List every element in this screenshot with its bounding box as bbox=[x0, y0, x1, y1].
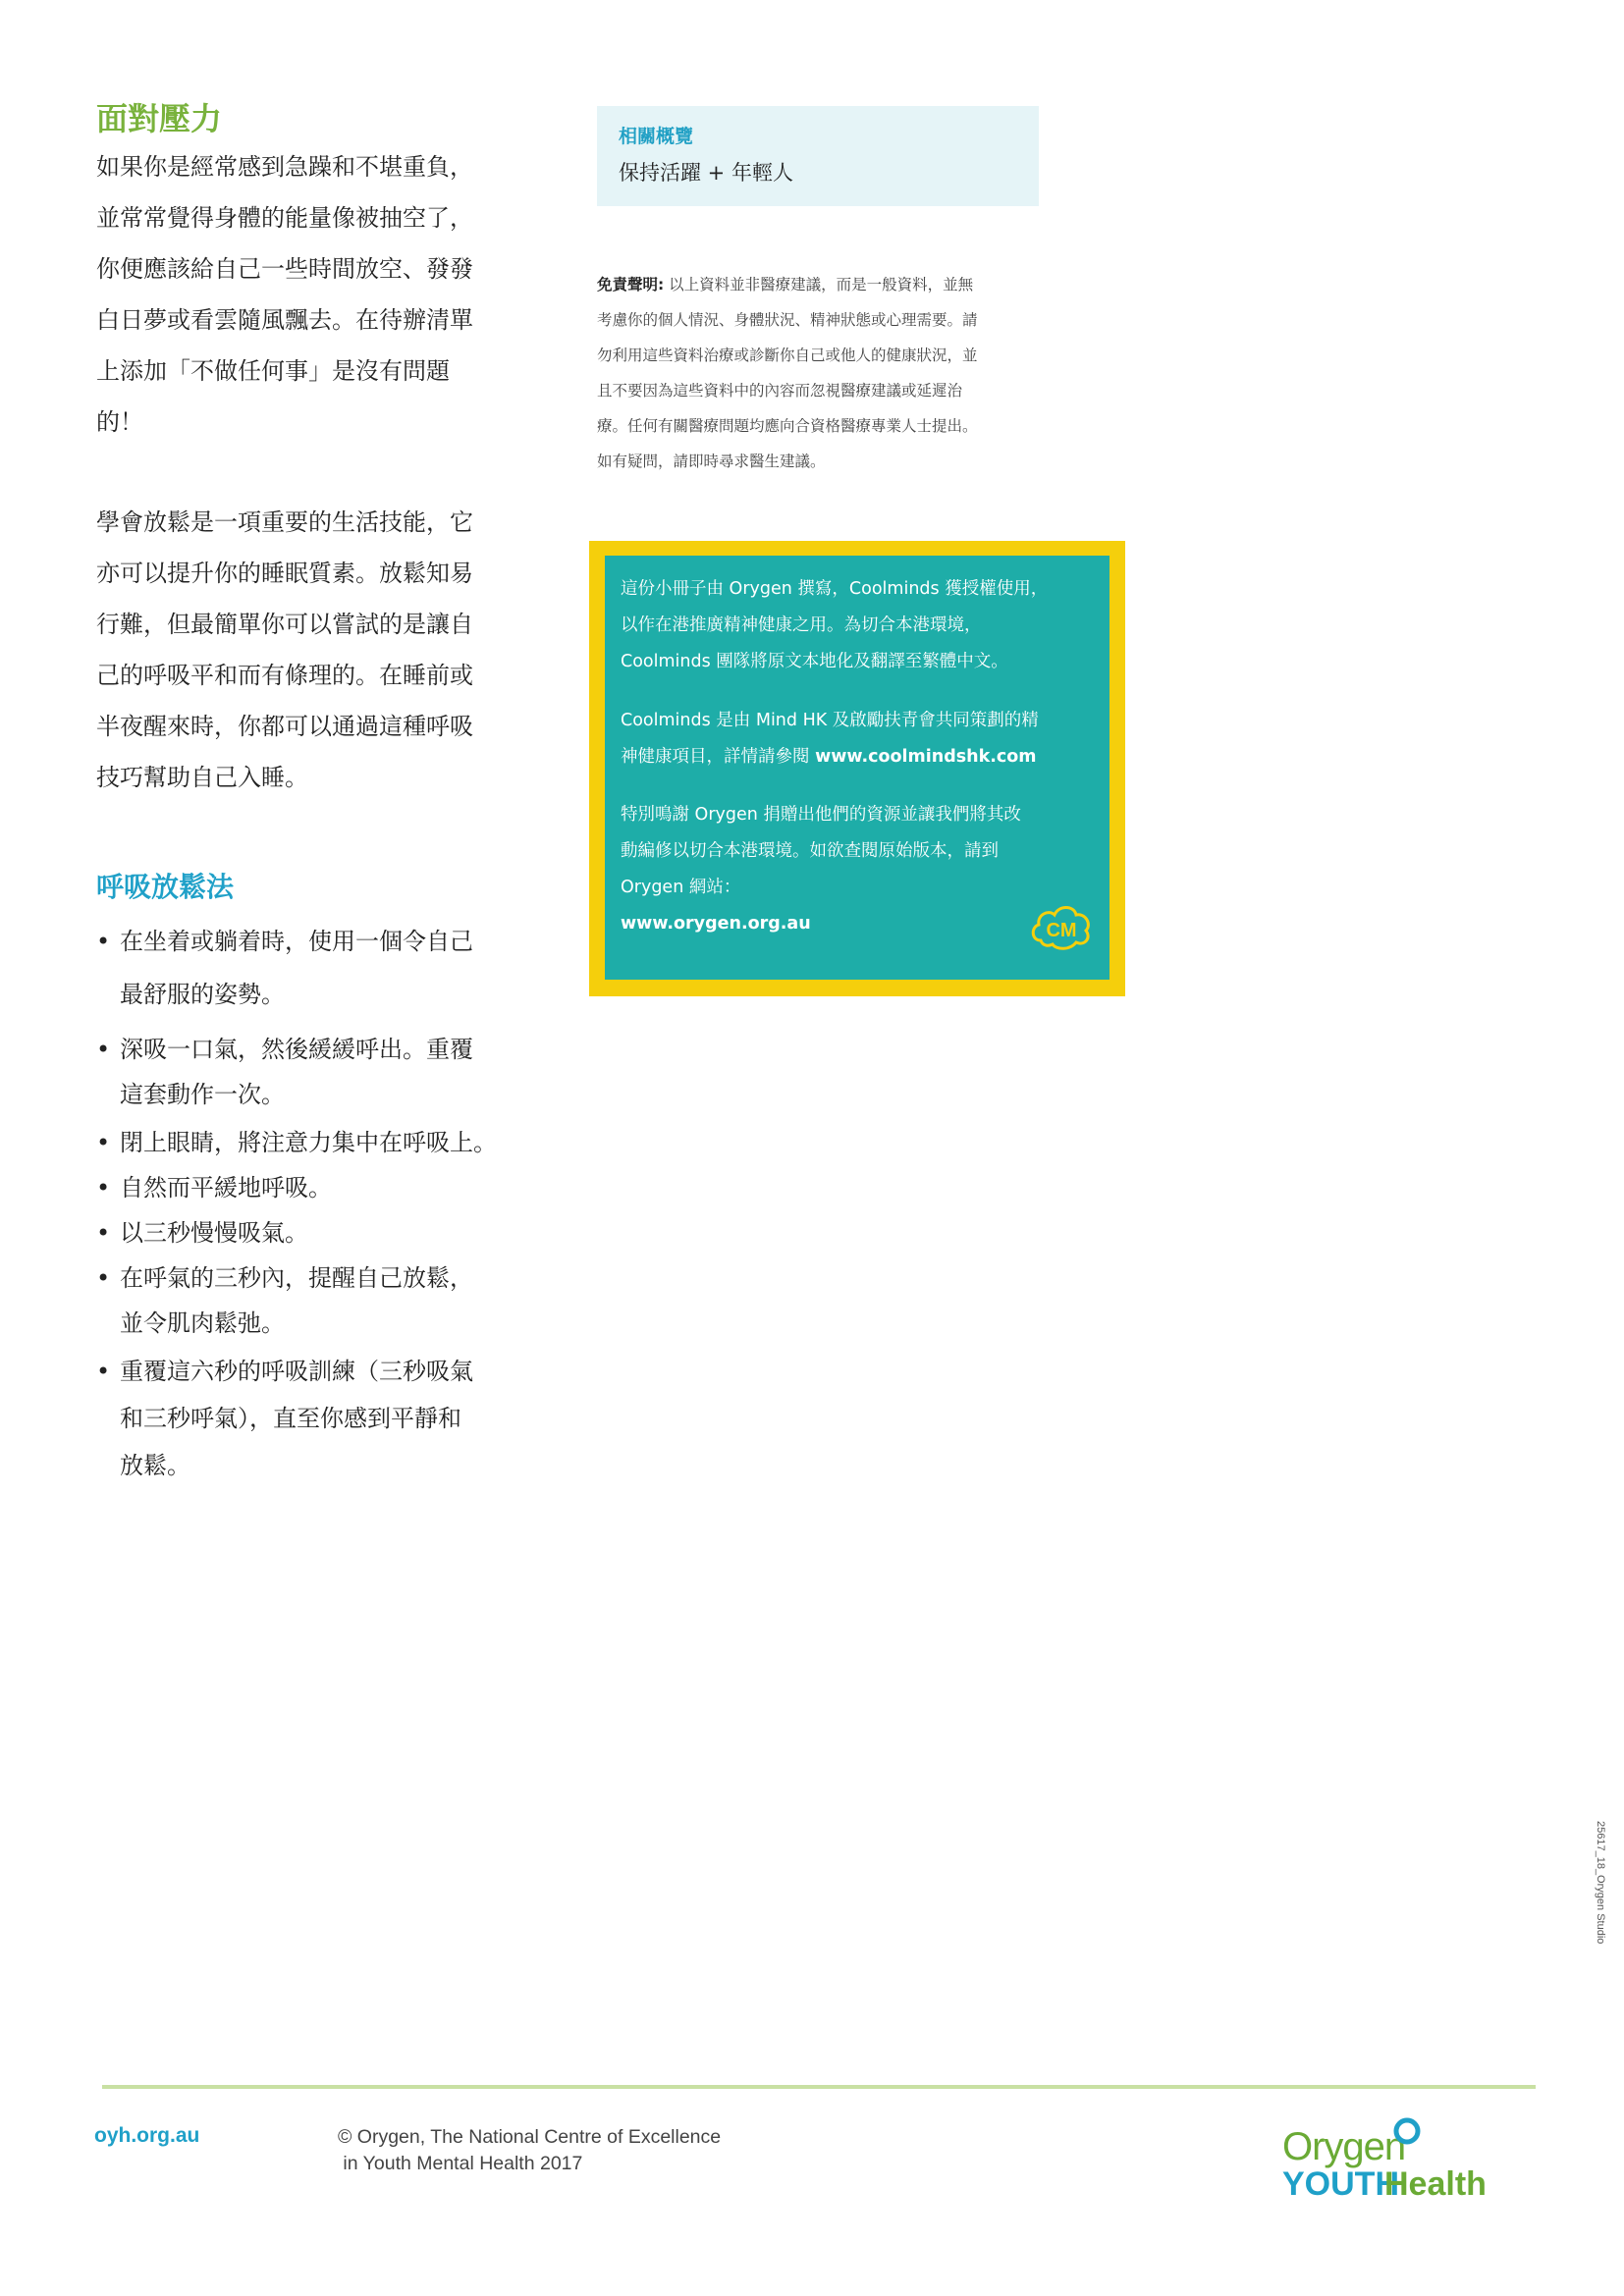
list-item-line: 閉上眼睛，將注意力集中在呼吸上。 bbox=[120, 1129, 497, 1156]
paragraph-line: 學會放鬆是一項重要的生活技能，它 bbox=[96, 508, 473, 536]
list-item-line: 和三秒呼氣），直至你感到平靜和 bbox=[120, 1405, 461, 1432]
related-link[interactable]: 保持活躍 + 年輕人 bbox=[619, 161, 793, 185]
info-line: 以作在港推廣精神健康之用。為切合本港環境， bbox=[621, 615, 982, 635]
bullet-icon: • bbox=[96, 1174, 111, 1201]
list-item-line: 並令肌肉鬆弛。 bbox=[120, 1309, 285, 1337]
cm-logo-text: CM bbox=[1046, 920, 1077, 941]
bullet-icon: • bbox=[96, 928, 111, 955]
info-line bbox=[621, 739, 1102, 775]
health-logo-word: Health bbox=[1384, 2165, 1487, 2203]
info-line: Orygen 網站： bbox=[621, 878, 741, 897]
paragraph-line: 半夜醒來時，你都可以通過這種呼吸 bbox=[96, 713, 473, 740]
bullet-icon: • bbox=[96, 1264, 111, 1292]
section-heading-stress: 面對壓力 bbox=[96, 100, 223, 137]
bullet-icon: • bbox=[96, 1129, 111, 1156]
info-line: Coolminds 團隊將原文本地化及翻譯至繁體中文。 bbox=[621, 652, 1008, 671]
disclaimer bbox=[597, 267, 1039, 479]
list-item-line: 最舒服的姿勢。 bbox=[120, 981, 285, 1008]
footer-url[interactable]: oyh.org.au bbox=[94, 2124, 200, 2147]
info-line: 這份小冊子由 Orygen 撰寫，Coolminds 獲授權使用， bbox=[621, 579, 1049, 599]
coolminds-link[interactable]: www.coolmindshk.com bbox=[815, 747, 1037, 767]
coolminds-logo-icon bbox=[1027, 897, 1096, 956]
bullet-icon: • bbox=[96, 1358, 111, 1385]
paragraph-line: 你便應該給自己一些時間放空、發發 bbox=[96, 255, 473, 283]
paragraph-line: 的！ bbox=[96, 408, 143, 436]
paragraph-line: 白日夢或看雲隨風飄去。在待辦清單 bbox=[96, 306, 473, 334]
orygen-link[interactable]: www.orygen.org.au bbox=[621, 914, 811, 934]
document-code: 25617_18_Orygen Studio bbox=[1595, 1821, 1606, 1945]
orygen-logo-word: Orygen bbox=[1282, 2125, 1406, 2168]
paragraph-line: 技巧幫助自己入睡。 bbox=[96, 764, 308, 791]
list-item-text bbox=[120, 1027, 473, 1117]
related-title: 相關概覽 bbox=[619, 126, 694, 147]
paragraph-line: 亦可以提升你的睡眠質素。放鬆知易 bbox=[96, 560, 473, 587]
relax-paragraph bbox=[96, 497, 509, 803]
bullet-icon: • bbox=[96, 1036, 111, 1063]
list-item-line: 以三秒慢慢吸氣。 bbox=[120, 1219, 308, 1247]
disclaimer-line: 且不要因為這些資料中的內容而忽視醫療建議或延遲治 bbox=[597, 382, 963, 400]
disclaimer-line: 考慮你的個人情況、身體狀況、精神狀態或心理需要。請 bbox=[597, 311, 978, 329]
list-item-text bbox=[120, 1120, 497, 1165]
list-item-line: 重覆這六秒的呼吸訓練（三秒吸氣 bbox=[120, 1358, 473, 1385]
coolminds-info-box bbox=[605, 556, 1110, 980]
footer-divider bbox=[102, 2085, 1536, 2089]
list-item-line: 在呼氣的三秒內，提醒自己放鬆， bbox=[120, 1264, 473, 1292]
paragraph-line: 並常常覺得身體的能量像被抽空了， bbox=[96, 204, 473, 232]
copyright-line: in Youth Mental Health 2017 bbox=[338, 2153, 583, 2174]
info-line: 特別鳴謝 Orygen 捐贈出他們的資源並讓我們將其改 bbox=[621, 805, 1021, 825]
section-heading-breathing: 呼吸放鬆法 bbox=[96, 871, 235, 903]
copyright-line: © Orygen, The National Centre of Excellence bbox=[338, 2126, 722, 2148]
paragraph-line: 己的呼吸平和而有條理的。在睡前或 bbox=[96, 662, 473, 689]
list-item-line: 深吸一口氣，然後緩緩呼出。重覆 bbox=[120, 1036, 473, 1063]
footer-copyright bbox=[338, 2124, 721, 2177]
related-overview-box bbox=[597, 106, 1039, 206]
list-item-line: 這套動作一次。 bbox=[120, 1081, 285, 1108]
paragraph-line: 上添加「不做任何事」是沒有問題 bbox=[96, 357, 450, 385]
info-text: 神健康項目，詳情請參閱 bbox=[621, 747, 816, 767]
list-item-line: 在坐着或躺着時，使用一個令自己 bbox=[120, 928, 473, 955]
coolminds-paragraph-2 bbox=[621, 703, 1102, 775]
coolminds-frame bbox=[589, 541, 1125, 996]
bullet-icon: • bbox=[96, 1219, 111, 1247]
list-item-text bbox=[120, 1255, 473, 1346]
disclaimer-line bbox=[597, 267, 1039, 302]
list-item-line: 放鬆。 bbox=[120, 1452, 190, 1479]
list-item-text bbox=[120, 1348, 473, 1489]
list-item-text bbox=[120, 915, 473, 1021]
info-line: 動編修以切合本港環境。如欲查閱原始版本，請到 bbox=[621, 841, 999, 861]
stress-paragraph bbox=[96, 141, 509, 448]
youth-logo-word: YOUTH bbox=[1282, 2165, 1399, 2203]
disclaimer-text: 以上資料並非醫療建議，而是一般資料，並無 bbox=[664, 276, 974, 294]
info-line: Coolminds 是由 Mind HK 及啟勵扶青會共同策劃的精 bbox=[621, 711, 1039, 730]
paragraph-line: 行難，但最簡單你可以嘗試的是讓自 bbox=[96, 611, 473, 638]
list-item-text bbox=[120, 1210, 308, 1255]
disclaimer-line: 勿利用這些資料治療或診斷你自己或他人的健康狀況，並 bbox=[597, 347, 978, 364]
orygen-ring-icon bbox=[1392, 2116, 1422, 2146]
list-item-text bbox=[120, 1165, 332, 1210]
disclaimer-label: 免責聲明: bbox=[597, 276, 665, 294]
list-item-line: 自然而平緩地呼吸。 bbox=[120, 1174, 332, 1201]
disclaimer-line: 療。任何有關醫療問題均應向合資格醫療專業人士提出。 bbox=[597, 417, 978, 435]
coolminds-paragraph-1 bbox=[621, 571, 1102, 680]
paragraph-line: 如果你是經常感到急躁和不堪重負， bbox=[96, 153, 473, 181]
disclaimer-line: 如有疑問，請即時尋求醫生建議。 bbox=[597, 453, 826, 470]
